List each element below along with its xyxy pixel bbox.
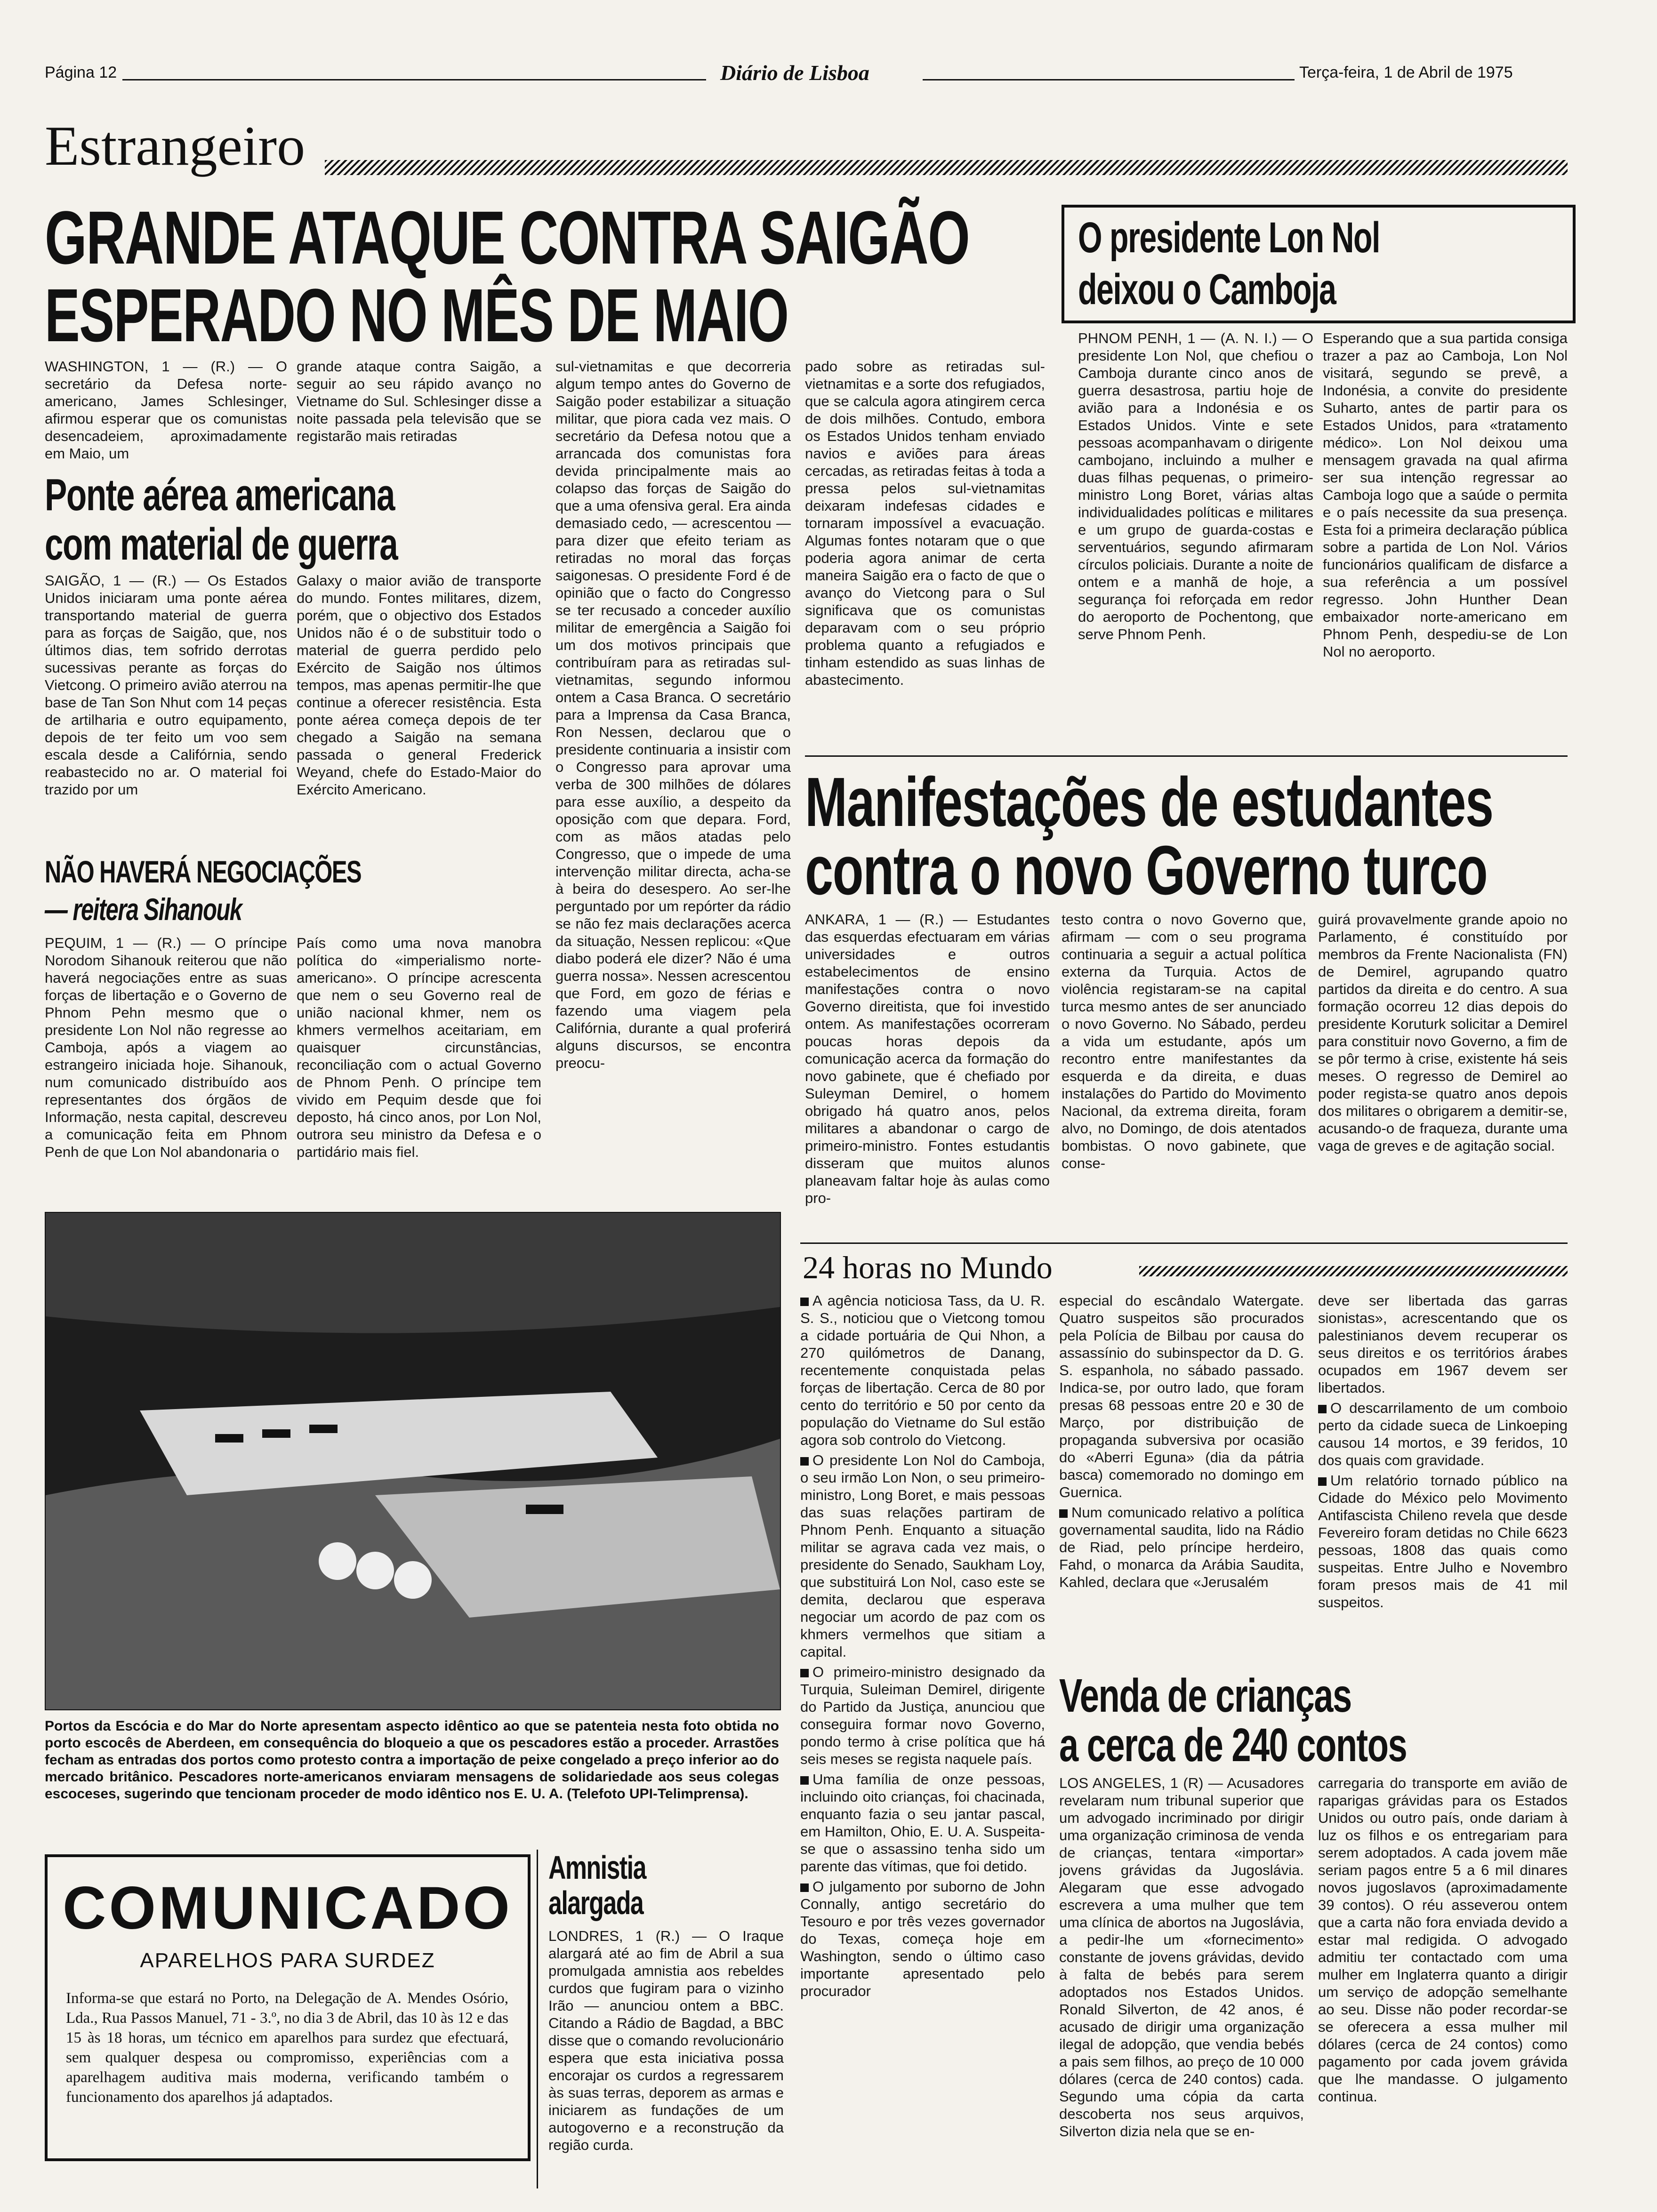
amnistia-headline-line-1: Amnistia bbox=[548, 1849, 646, 1886]
bullet-icon bbox=[800, 1669, 809, 1677]
mundo-column-3: deve ser libertada das garras sionistas», acrescentando que os palestinianos devem recuperar os seus direitos e os territórios árabes ocupados em 1967 devem ser libertados. O descarrilamento de um comboio perto da cidade sueca de Linkoeping causou 14 mortos, e 39 feridos, 10 dos quais com gravidade. Um relatório tornado público na Cidade do México pelo Movimento Antifascista Chileno revela que desde Fevereiro foram detidas no Chile 6623 pessoas, 1808 das quais como suspeitas. Entre Julho e Novembro foram presos mais de 41 mil suspeitos. bbox=[1318, 1292, 1568, 1611]
venda-column-1: LOS ANGELES, 1 (R) — Acusadores revelaram num tribunal superior que um advogado incriminado por dirigir uma organização criminosa de venda de crianças, tentara «importar» jovens grávidas da Jugoslávia. Alegaram que esse advogado escrevera a uma mulher que tem uma clínica de abortos na Jugoslávia, a pedir-lhe um «fornecimento» constante de jovens grávidas, devido à falta de bebés para serem adoptados nos Estados Unidos. Ronald Silverton, de 42 anos, é acusado de dirigir uma organização ilegal de adopção, que vendia bebés a pais sem filhos, ao preço de 10 000 dólares (cerca de 240 contos) cada. Segundo uma cópia da carta descoberta nos seus arquivos, Silverton dizia nela que se en- bbox=[1059, 1775, 1304, 2140]
comunicado-body: Informa-se que estará no Porto, na Delegação de A. Mendes Osório, Lda., Rua Passos Manuel, 71 - 3.º, no dia 3 de Abril, das 10 às 12 e das 15 às 18 horas, um técnico em aparelhos para surdez que efectuará, sem qualquer despesa ou compromisso, experiências com a aparelhagem auditiva mais moderna, verificando também o funcionamento dos aparelhos já adaptados. bbox=[66, 1990, 508, 2106]
mundo-rule bbox=[1139, 1266, 1568, 1276]
amnistia-column: LONDRES, 1 (R.) — O Iraque alargará até ao fim de Abril a sua promulgada amnistia aos rebeldes curdos que fugiram para o vizinho Irão — anunciou ontem a BBC. Citando a Rádio de Bagdad, a BBC disse que o comando revolucionário espera que esta iniciativa possa encorajar os curdos a regressarem às suas terras, deporem as armas e iniciarem as fundações de um autogoverno e a reconstrução da região curda. bbox=[548, 1928, 784, 2153]
bullet-icon bbox=[800, 1883, 809, 1892]
amnistia-left-rule bbox=[537, 1850, 538, 2188]
bullet-icon bbox=[1318, 1477, 1327, 1486]
comunicado-subtitle: APARELHOS PARA SURDEZ bbox=[140, 1949, 435, 1972]
masthead-date: Terça-feira, 1 de Abril de 1975 bbox=[1299, 64, 1513, 81]
turco-headline-line-2: contra o novo Governo turco bbox=[805, 832, 1488, 909]
mundo-column-1: A agência noticiosa Tass, da U. R. S. S., noticiou que o Vietcong tomou a cidade portuária de Qui Nhon, a 270 quilómetros de Danang, recentemente conquistada pelas forças de libertação. Cerca de 80 por cento do território e 50 por cento da população do Vietname do Sul estão agora sob controlo do Vietcong. O presidente Lon Nol do Camboja, o seu irmão Lon Non, o seu primeiro-ministro, Long Boret, e mais pessoas das suas relações partiram de Phnom Penh. Enquanto a situação militar se agrava cada vez mais, o presidente do Senado, Saukham Loy, que substituirá Lon Nol, caso este se demita, declarou que esperava negociar um acordo de paz com os khmers vermelhos que sitiam a capital. O primeiro-ministro designado da Turquia, Suleiman Demirel, dirigente do Partido da Justiça, anunciou que conseguira formar novo Governo, pondo termo à crise política que há seis meses se regista naquele país. Uma família de onze pessoas, incluindo oito crianças, foi chacinada, enquanto fazia o seu jantar pascal, em Hamilton, Ohio, E. U. A. Suspeita-se que o assassino tenha sido um parente das vítimas, que foi detido. O julgamento por suborno de John Connally, antigo secretário do Tesouro e por três vezes governador do Texas, começa hoje em Washington, sendo o último caso importante apresentado pelo procurador bbox=[800, 1292, 1045, 1999]
ponte-column-1: SAIGÃO, 1 — (R.) — Os Estados Unidos iniciaram uma ponte aérea transportando material de guerra para as forças de Saigão, que, nos últimos dias, tem sofrido derrotas sucessivas perante as forças do Vietcong. O primeiro avião aterrou na base de Tan Son Nhut com 14 peças de artilharia e outro equipamento, depois de ter feito um voo sem escala desde a Califórnia, sendo reabastecido no ar. O material foi trazido por um bbox=[45, 572, 287, 798]
turco-column-1: ANKARA, 1 — (R.) — Estudantes das esquerdas efectuaram em várias universidades e outros estabelecimentos de ensino manifestações contra o novo Governo direitista, que foi investido ontem. As manifestações ocorreram poucas horas depois da comunicação acerca da formação do novo gabinete, que é chefiado por Suleyman Demirel, o homem obrigado há quatro anos, pelos militares a abandonar o cargo de primeiro-ministro. Fontes estudantis disseram que muitos alunos planeavam faltar hoje às aulas como pro- bbox=[805, 911, 1050, 1206]
bullet-icon bbox=[800, 1776, 809, 1785]
bullet-icon bbox=[800, 1298, 809, 1306]
turco-column-3: guirá provavelmente grande apoio no Parlamento, é constituído por membros da Frente Nacionalista (FN) de Demirel, agrupando quatro partidos da direita e do centro. A sua formação ocorreu 12 dias depois do presidente Koruturk solicitar a Demirel para constituir novo Governo, a fim de se pôr termo à crise, existente há seis meses. O regresso de Demirel ao poder regista-se quatro anos depois dos militares o obrigarem a demitir-se, acusando-o de fraqueza, durante uma vaga de greves e de agitação social. bbox=[1318, 911, 1568, 1154]
lonnol-headline-line-2: deixou o Camboja bbox=[1078, 265, 1336, 313]
aberdeen-harbour-photo bbox=[45, 1212, 781, 1710]
venda-headline-line-2: a cerca de 240 contos bbox=[1059, 1719, 1407, 1771]
lead-column-2: grande ataque contra Saigão, a seguir ao seu rápido avanço no Vietname do Sul. Schlesinger disse a noite passada pela televisão que se registarão mais retiradas bbox=[297, 358, 541, 444]
lead-column-1: WASHINGTON, 1 — (R.) — O secretário da Defesa norte-americano, James Schlesinger, afirmou esperar que os comunistas desencadeiem, aproximadamente em Maio, um bbox=[45, 358, 287, 462]
harbour-illustration bbox=[46, 1213, 780, 1709]
section-rule bbox=[325, 160, 1568, 175]
sihanouk-column-2: País como uma nova manobra política do «imperialismo norte-americano». O príncipe acrescenta que nem o seu Governo real de união nacional khmer, nem os khmers vermelhos aceitariam, em quaisquer circunstâncias, reconciliação com o actual Governo de Phnom Penh. O príncipe tem vivido em Pequim desde que foi deposto, há cinco anos, por Lon Nol, outrora seu ministro da Defesa e o partidário mais fiel. bbox=[297, 935, 541, 1160]
lead-column-4: pado sobre as retiradas sul-vietnamitas e a sorte dos refugiados, que se calcula agora atingirem cerca de dois milhões. Contudo, embora os Estados Unidos tenham enviado navios e aviões para áreas cercadas, as retiradas feitas à toda a pressa pelos sul-vietnamitas deixaram indefesas cidades e tornaram impossível a evacuação. Algumas fontes notaram que o que poderia agora animar de certa maneira Saigão era o facto de que o avanço do Vietcong para o Sul significava que os comunistas deparavam com o seu próprio problema quanto a refugiados e tinham estendido as suas linhas de abastecimento. bbox=[805, 358, 1045, 688]
bullet-icon bbox=[1318, 1405, 1327, 1413]
lead-column-3: sul-vietnamitas e que decorreria algum tempo antes do Governo de Saigão poder estabilizar a situação militar, que piora cada vez mais. O secretário da Defesa notou que a arrancada dos comunistas fora devida principalmente mais ao colapso das forças de Saigão do que a uma ofensiva geral. Era ainda demasiado cedo, — acrescentou — para dizer que efeito teriam as retiradas no moral das forças saigonesas. O presidente Ford é de opinião que o facto do Congresso se ter recusado a conceder auxílio militar de emergência a Saigão foi um dos motivos principais que contribuíram para as retiradas sul-vietnamitas, segundo informou ontem a Casa Branca. O secretário para a Imprensa da Casa Branca, Ron Nessen, declarou que o presidente continuaria a insistir com o Congresso para aprovar uma verba de 300 milhões de dólares para esse auxílio, a despeito da oposição com que depara. Ford, com as mãos atadas pelo Congresso, que o impede de uma intervenção militar directa, acha-se à beira do desespero. Ao ser-lhe perguntado por um repórter da rádio se não fez mais declarações acerca da situação, Nessen replicou: «Que diabo poderá ele dizer? Não é uma guerra nossa». Nessen acrescentou que Ford, em gozo de férias e fazendo uma viagem pela Califórnia, durante a qual proferirá alguns discursos, se encontra preocu- bbox=[555, 358, 791, 1071]
turco-column-2: testo contra o novo Governo que, afirmam — com o seu programa continuaria a seguir a actual política externa da Turquia. Actos de violência registaram-se na capital turca mesmo antes de ser anunciado o novo Governo. No Sábado, perdeu a vida um estudante, após um recontro entre manifestantes da esquerda e da direita, e duas instalações do Partido do Movimento Nacional, da extrema direita, foram alvo, no Domingo, de dois atentados bombistas. O novo gabinete, que conse- bbox=[1062, 911, 1306, 1171]
lonnol-bottom-rule bbox=[805, 755, 1568, 757]
mundo-title: 24 horas no Mundo bbox=[803, 1250, 1053, 1285]
bullet-icon bbox=[800, 1457, 809, 1466]
photo-caption: Portos da Escócia e do Mar do Norte apresentam aspecto idêntico ao que se patenteia nesta foto obtida no porto escocês de Aberdeen, em consequência do bloqueio a que os pescadores estão a proceder. Arrastões fecham as entradas dos portos como protesto contra a importação de peixe congelado a preço inferior ao do mercado britânico. Pescadores norte-americanos enviaram mensagens de solidariedade aos seus colegas escoceses, sugerindo que tencionam proceder de modo idêntico nos E. U. A. (Telefoto UPI-Telimprensa). bbox=[45, 1718, 779, 1802]
turco-headline-line-1: Manifestações de estudantes bbox=[805, 763, 1493, 841]
ponte-headline-line-1: Ponte aérea americana bbox=[45, 470, 394, 520]
masthead-paper-name: Diário de Lisboa bbox=[720, 61, 869, 85]
sihanouk-headline-line-1: NÃO HAVERÁ NEGOCIAÇÕES bbox=[45, 854, 362, 889]
sihanouk-column-1: PEQUIM, 1 — (R.) — O príncipe Norodom Sihanouk reiterou que não haverá negociações entre as suas forças de libertação e o Governo de Phnom Pehn mesmo que o presidente Lon Nol não regresse ao Camboja, após a viagem ao estrangeiro iniciada hoje. Sihanouk, num comunicado distribuído aos representantes dos órgãos de Informação, nesta capital, descreveu a comunicação feita em Phnom Penh de que Lon Nol abandonaria o bbox=[45, 935, 287, 1160]
page-number: Página 12 bbox=[45, 64, 117, 81]
masthead-rule-left bbox=[122, 79, 706, 80]
ponte-column-2: Galaxy o maior avião de transporte do mundo. Fontes militares, dizem, porém, que o objectivo dos Estados Unidos não é o de substituir todo o material de guerra perdido pelo Exército de Saigão nos últimos tempos, mas apenas permitir-lhe que continue a oferecer resistência. Esta ponte aérea começa depois de ter chegado a Saigão na semana passada o general Frederick Weyand, chefe do Estado-Maior do Exército Americano. bbox=[297, 572, 541, 798]
venda-column-2: carregaria do transporte em avião de raparigas grávidas para os Estados Unidos ou outro país, onde dariam à luz os filhos e os entregariam para serem adoptados. A cada jovem mãe seriam pagos entre 5 a 6 mil dinares novos jugoslavos (aproximadamente 39 contos). O réu asseverou ontem que a carta não fora enviada devido a estar mal redigida. O advogado admitiu ter contactado com uma mulher em Inglaterra quanto a dirigir um serviço de adopção semelhante ao seu. Disse não poder recordar-se se oferecera a essa mulher mil dólares (cerca de 24 contos) como pagamento por cada jovem grávida que lhe mandasse. O julgamento continua. bbox=[1318, 1775, 1568, 2105]
ponte-headline-line-2: com material de guerra bbox=[45, 519, 398, 569]
section-title: Estrangeiro bbox=[45, 114, 306, 177]
bullet-icon bbox=[1059, 1509, 1068, 1518]
lead-headline-line-1: GRANDE ATAQUE CONTRA SAIGÃO bbox=[45, 195, 970, 280]
lonnol-column-1: PHNOM PENH, 1 — (A. N. I.) — O presidente Lon Nol, que chefiou o Camboja durante cinco anos de guerra desastrosa, partiu hoje de avião para a Indonésia e os Estados Unidos. Vinte e sete pessoas acompanhavam o dirigente cambojano, incluindo a mulher e duas filhas pequenas, o primeiro-ministro Long Boret, várias altas individualidades políticas e militares e um grupo de guarda-costas e serventuários, segundo afirmaram círculos policiais. Durante a noite de ontem e a manhã de hoje, a segurança foi reforçada em redor do aeroporto de Pochentong, que serve Phnom Penh. bbox=[1078, 330, 1313, 642]
masthead-rule-right bbox=[923, 79, 1295, 80]
lonnol-column-2: Esperando que a sua partida consiga trazer a paz ao Camboja, Lon Nol visitará, segundo se prevê, a Indonésia, a convite do presidente Suharto, antes de partir para os Estados Unidos, para «tratamento médico». Lon Nol deixou uma mensagem gravada na qual afirma ser sua intenção regressar ao Camboja logo que a saúde o permita e o país necessite da sua presença. Esta foi a primeira declaração pública sobre a partida de Lon Nol. Vários funcionários qualificam de disfarce a sua referência a um possível regresso. John Hunther Dean embaixador norte-americano em Phnom Penh, despediu-se de Lon Nol no aeroporto. bbox=[1323, 330, 1568, 660]
sihanouk-headline-line-2: — reitera Sihanouk bbox=[45, 892, 242, 927]
amnistia-headline-line-2: alargada bbox=[548, 1884, 643, 1921]
venda-headline-line-1: Venda de crianças bbox=[1059, 1669, 1351, 1722]
lead-headline-line-2: ESPERADO NO MÊS DE MAIO bbox=[45, 273, 788, 357]
mundo-top-rule bbox=[800, 1242, 1568, 1244]
mundo-column-2: especial do escândalo Watergate. Quatro suspeitos são procurados pela Polícia de Bilbau por causa do assassínio do subinspector da D. G. S. espanhola, no sábado passado. Indica-se, por outro lado, que foram presas 68 pessoas entre 20 e 30 de Março, por distribuição de propaganda subversiva por ocasião do «Aberri Eguna» (dia da pátria basca) comemorado no domingo em Guernica. Num comunicado relativo a política governamental saudita, lido na Rádio de Riad, pelo príncipe herdeiro, Fahd, o monarca da Arábia Saudita, Kahled, declara que «Jerusalém bbox=[1059, 1292, 1304, 1590]
comunicado-title: COMUNICADO bbox=[63, 1875, 513, 1942]
lonnol-headline-line-1: O presidente Lon Nol bbox=[1078, 214, 1380, 262]
